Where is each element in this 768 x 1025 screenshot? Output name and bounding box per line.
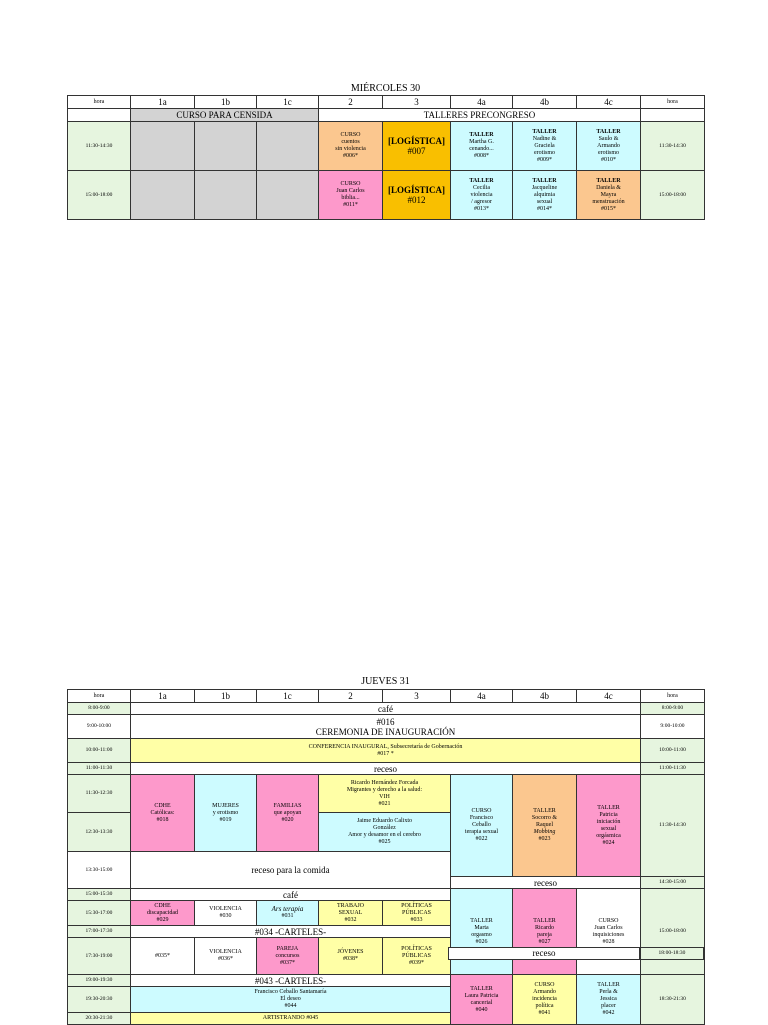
session-026[interactable] (451, 889, 513, 975)
row-conferencia (68, 739, 705, 763)
time-cell: 15:00-18:00 (68, 171, 131, 220)
session-006[interactable] (319, 122, 383, 171)
receso-right-evening (448, 947, 640, 960)
session-027[interactable] (513, 889, 577, 975)
session-line: sin violencia (335, 146, 366, 152)
session-037[interactable] (257, 938, 319, 975)
day2-schedule (67, 689, 705, 1025)
session-code: #021 (378, 800, 391, 807)
session-007[interactable] (383, 122, 451, 171)
session-042[interactable] (577, 975, 641, 1025)
session-line: VIH (379, 793, 390, 800)
row-receso (68, 763, 705, 775)
session-line: concursos (275, 952, 300, 959)
time-cell: 12:30-13:30 (68, 813, 131, 852)
empty-cell (257, 171, 319, 220)
session-line: cuentos (341, 139, 360, 145)
session-021[interactable] (319, 775, 451, 813)
session-type: CURSO (471, 808, 492, 814)
session-038[interactable] (319, 938, 383, 975)
time-label: 18:00-18:30 (658, 950, 686, 956)
session-009[interactable] (513, 122, 577, 171)
session-type: TALLER (533, 808, 556, 814)
session-type: TALLER (532, 177, 557, 184)
session-line: orgasmo (471, 931, 492, 938)
time-cell-right: 11:30-14:30 (641, 775, 705, 877)
receso-comida: receso para la comida (131, 852, 451, 889)
time-cell: 19:00-19:30 (68, 975, 131, 987)
row-1130 (68, 775, 705, 813)
session-040[interactable] (451, 975, 513, 1025)
session-code: #023 (538, 836, 551, 842)
session-speaker: Jaime Eduardo Calixto (357, 818, 412, 824)
session-line: Patricia (599, 811, 618, 818)
day1-schedule (67, 95, 705, 220)
session-type: TALLER (597, 804, 620, 811)
ceremonia-inauguracion[interactable] (131, 715, 641, 739)
cafe-break-2: café (131, 889, 451, 901)
session-type: Ars terapia (271, 905, 304, 913)
session-code: #036* (218, 956, 233, 962)
time-cell: 15:00-15:30 (68, 889, 131, 901)
empty-cell (131, 122, 195, 171)
session-code: #010* (601, 156, 616, 163)
col-header-4c: 4c (577, 690, 641, 703)
session-type: CDHE (154, 902, 171, 909)
session-code: #041 (538, 1010, 551, 1016)
session-025[interactable] (319, 813, 451, 852)
time-cell: 17:30-19:00 (68, 938, 131, 975)
session-line: El deseo (280, 996, 301, 1002)
session-line: Daniela & (596, 184, 621, 191)
day2-table (67, 689, 705, 1025)
session-type: TALLER (596, 177, 621, 184)
session-029[interactable] (131, 901, 195, 926)
session-018[interactable] (131, 775, 195, 852)
session-015[interactable] (577, 171, 641, 220)
time-cell-right: 15:00-18:00 (641, 889, 705, 975)
day1-track-row (68, 109, 705, 122)
session-line: Armando (597, 142, 620, 149)
session-type: CDHE (154, 802, 171, 809)
time-cell: 9:00-10:00 (68, 715, 131, 739)
session-code: #014* (537, 205, 552, 212)
session-020[interactable] (257, 775, 319, 852)
session-code: #008* (474, 153, 489, 159)
col-header-hora: hora (68, 96, 131, 109)
session-code: #009* (537, 156, 552, 163)
session-code: #011* (343, 202, 358, 208)
session-line: Mayra (600, 191, 617, 198)
time-right-1800 (640, 947, 704, 960)
session-line: / agresor (471, 198, 492, 205)
row-carteles2 (68, 975, 705, 987)
session-line: Jessica (600, 996, 617, 1002)
time-cell: 11:00-11:30 (68, 763, 131, 775)
session-012[interactable] (383, 171, 451, 220)
session-type: CURSO (534, 982, 555, 988)
session-code: #025 (378, 839, 391, 845)
session-line: SEXUAL (338, 909, 363, 916)
session-line: Mobbing (533, 829, 556, 835)
session-speaker: Ricardo Hernández Forcada (350, 779, 419, 786)
session-024[interactable] (577, 775, 641, 877)
session-code: #012 (407, 195, 426, 205)
session-title: CEREMONIA DE INAUGURACIÓN (315, 726, 456, 737)
session-031[interactable] (257, 901, 319, 926)
session-speaker: Francisco Ceballo Santamaría (254, 989, 327, 995)
session-036[interactable] (195, 938, 257, 975)
col-header-1c: 1c (257, 690, 319, 703)
time-cell-right: 14:30-15:00 (641, 877, 705, 889)
session-code: #042 (602, 1010, 615, 1016)
session-type: CURSO (340, 132, 361, 138)
session-line: discapacidad (147, 909, 178, 916)
time-cell: 11:30-14:30 (68, 122, 131, 171)
day1-row-morning (68, 122, 705, 171)
session-line: violencia (470, 191, 493, 198)
session-line: alquimia (534, 191, 555, 198)
session-code: #031 (281, 913, 294, 919)
session-044[interactable] (131, 987, 451, 1013)
session-line: Martha G. (469, 139, 494, 145)
session-line: Graciela (534, 142, 555, 149)
session-line: cancerial (470, 999, 493, 1006)
carteles-034[interactable]: #034 -CARTELES- (131, 926, 451, 938)
session-type: TRABAJO (336, 902, 364, 909)
session-type: TALLER (469, 132, 494, 138)
session-line: biblia... (341, 195, 360, 201)
session-line: sexual (536, 198, 553, 205)
session-code: #006* (343, 153, 358, 159)
session-code: #018 (156, 816, 169, 823)
receso-break-right: receso (451, 877, 641, 889)
session-line: placer (601, 1003, 616, 1009)
session-019[interactable] (195, 775, 257, 852)
day1-table (67, 95, 705, 220)
col-header-3: 3 (383, 690, 451, 703)
session-line: iniciación (596, 818, 621, 825)
time-cell: 19:30-20:30 (68, 987, 131, 1013)
col-header-4a: 4a (451, 690, 513, 703)
session-line: Francisco (469, 815, 494, 821)
empty-cell (195, 122, 257, 171)
session-013[interactable] (451, 171, 513, 220)
empty-cell (257, 122, 319, 171)
session-line: cenando... (469, 146, 494, 152)
session-code: #039* (409, 959, 424, 966)
session-type: TALLER (533, 917, 556, 924)
session-line: Juan Carlos (594, 924, 623, 931)
time-cell-right: 18:30-21:30 (641, 975, 705, 1025)
col-header-4a: 4a (451, 96, 513, 109)
col-header-hora-right: hora (641, 690, 705, 703)
session-008[interactable] (451, 122, 513, 171)
session-line: pareja (537, 931, 552, 938)
session-022[interactable] (451, 775, 513, 877)
cafe-break: café (131, 703, 641, 715)
session-type: POLÍTICAS (401, 945, 432, 952)
session-041[interactable] (513, 975, 577, 1025)
session-line: Saulo & (598, 135, 619, 142)
session-code: #028 (602, 938, 615, 945)
session-line: Armando (533, 989, 556, 995)
session-type: TALLER (470, 985, 493, 992)
session-line: incidencia (532, 996, 557, 1002)
session-code: #030 (219, 913, 232, 919)
session-045[interactable]: ARTISTRANDO #045 (131, 1013, 451, 1025)
col-header-1a: 1a (131, 690, 195, 703)
session-033[interactable] (383, 901, 451, 926)
session-line: erotismo (598, 149, 619, 156)
session-code: #007 (407, 146, 426, 156)
session-line: Laura Patricia (464, 992, 499, 999)
time-cell: 20:30-21:30 (68, 1013, 131, 1025)
session-line: Ricardo (535, 924, 554, 931)
col-header-1b: 1b (195, 690, 257, 703)
col-header-hora-right: hora (641, 96, 705, 109)
session-line: erotismo (534, 149, 555, 156)
empty-cell (195, 171, 257, 220)
session-code: #027 (538, 938, 551, 945)
session-line: Perla & (599, 989, 618, 995)
col-header-hora: hora (68, 690, 131, 703)
session-type: VIOLENCIA (209, 906, 242, 912)
session-title: CONFERENCIA INAUGURAL, Subsecretaría de Gobernación (308, 743, 463, 750)
session-line: que apoyan (273, 809, 302, 816)
col-header-1b: 1b (195, 96, 257, 109)
receso-break: receso (131, 763, 641, 775)
session-type: JÓVENES (337, 949, 364, 955)
session-code: #024 (602, 839, 615, 846)
curso-para-censida: CURSO PARA CENSIDA (131, 109, 319, 122)
session-type: CURSO (340, 181, 361, 187)
day1-title: MIÉRCOLES 30 (350, 83, 421, 94)
row-ceremonia (68, 715, 705, 739)
row-cafe (68, 703, 705, 715)
session-line: Jacqueline (531, 184, 558, 191)
session-code: #017 * (377, 750, 394, 757)
session-011[interactable] (319, 171, 383, 220)
session-line: Cecilia (473, 184, 490, 191)
session-line: orgásmica (596, 832, 621, 839)
session-type: POLÍTICAS (401, 902, 432, 909)
session-line: y erotismo (212, 809, 239, 816)
session-type: TALLER (596, 128, 621, 135)
col-header-2: 2 (319, 690, 383, 703)
carteles-043[interactable]: #043 -CARTELES- (131, 975, 451, 987)
session-type: VIOLENCIA (209, 949, 242, 955)
session-line: Juan Carlos (336, 188, 365, 194)
session-line: menstruación (592, 198, 625, 205)
time-cell: 13:30-15:00 (68, 852, 131, 889)
session-code: #033 (410, 916, 423, 923)
time-cell: 8:00-9:00 (68, 703, 131, 715)
time-cell-right: 8:00-9:00 (641, 703, 705, 715)
session-028[interactable] (577, 889, 641, 975)
col-header-4c: 4c (577, 96, 641, 109)
session-code: #026 (475, 938, 488, 945)
session-line: sexual (600, 825, 617, 832)
session-line: Nadine & (532, 135, 557, 142)
receso-label: receso (532, 948, 556, 958)
session-type: TALLER (532, 128, 557, 135)
session-line: Marta (474, 924, 489, 931)
session-code: #040 (475, 1006, 488, 1013)
day2-title: JUEVES 31 (361, 676, 410, 687)
time-cell: 11:30-12:30 (68, 775, 131, 813)
session-code: #044 (284, 1003, 297, 1009)
session-035[interactable]: #035* (131, 938, 195, 975)
session-line: terapia sexual (464, 829, 499, 835)
session-line: PÚBLICAS (401, 909, 431, 916)
day2-header-row (68, 690, 705, 703)
session-line: Ceballo (472, 822, 491, 828)
session-type: TALLER (470, 917, 493, 924)
session-code: #019 (219, 816, 232, 823)
day1-row-afternoon (68, 171, 705, 220)
session-030[interactable] (195, 901, 257, 926)
session-code: #015* (601, 205, 616, 212)
session-line: política (535, 1003, 554, 1009)
empty-cell (131, 171, 195, 220)
col-header-1c: 1c (257, 96, 319, 109)
session-type: CURSO (598, 917, 619, 924)
session-code: #022 (475, 836, 488, 842)
time-cell-right: 11:30-14:30 (641, 122, 705, 171)
row-cafe2 (68, 889, 705, 901)
session-039[interactable] (383, 938, 451, 975)
session-line: PÚBLICAS (401, 952, 431, 959)
session-line: inquisiciones (592, 931, 625, 938)
session-type: FAMILIAS (273, 802, 302, 809)
session-type: MUJERES (212, 802, 239, 809)
session-type: TALLER (597, 982, 620, 988)
col-header-1a: 1a (131, 96, 195, 109)
session-010[interactable] (577, 122, 641, 171)
session-code: #037* (280, 959, 295, 966)
talleres-precongreso: TALLERES PRECONGRESO (319, 109, 641, 122)
session-023[interactable] (513, 775, 577, 877)
session-line: Migrantes y derecho a la salud: (346, 786, 423, 793)
session-type: [LOGÍSTICA] (387, 185, 445, 195)
session-type: PAREJA (276, 945, 299, 952)
session-line: Católicas: (150, 809, 175, 816)
empty-cell (641, 109, 705, 122)
day1-header-row (68, 96, 705, 109)
time-cell-right: 15:00-18:00 (641, 171, 705, 220)
col-header-4b: 4b (513, 96, 577, 109)
time-cell-right: 11:00-11:30 (641, 763, 705, 775)
session-line: Raquel (536, 822, 553, 828)
time-cell: 17:00-17:30 (68, 926, 131, 938)
session-code: #038* (343, 956, 358, 962)
col-header-2: 2 (319, 96, 383, 109)
session-code: #016 (376, 716, 395, 727)
session-line: Amor y desamor en el cerebro (348, 832, 421, 838)
col-header-3: 3 (383, 96, 451, 109)
time-cell-right: 9:00-10:00 (641, 715, 705, 739)
session-032[interactable] (319, 901, 383, 926)
session-code: #013* (474, 205, 489, 212)
session-line: Socorro & (531, 815, 558, 821)
conferencia-inaugural[interactable] (131, 739, 641, 763)
empty-cell (68, 109, 131, 122)
session-line: González (373, 825, 396, 831)
session-code: #020 (281, 816, 294, 823)
session-type: TALLER (469, 177, 494, 184)
session-014[interactable] (513, 171, 577, 220)
time-cell-right: 10:00-11:00 (641, 739, 705, 763)
time-cell: 10:00-11:00 (68, 739, 131, 763)
time-cell: 15:30-17:00 (68, 901, 131, 926)
session-type: [LOGÍSTICA] (387, 136, 445, 146)
session-code: #029 (156, 916, 169, 923)
session-code: #032 (344, 916, 357, 923)
col-header-4b: 4b (513, 690, 577, 703)
